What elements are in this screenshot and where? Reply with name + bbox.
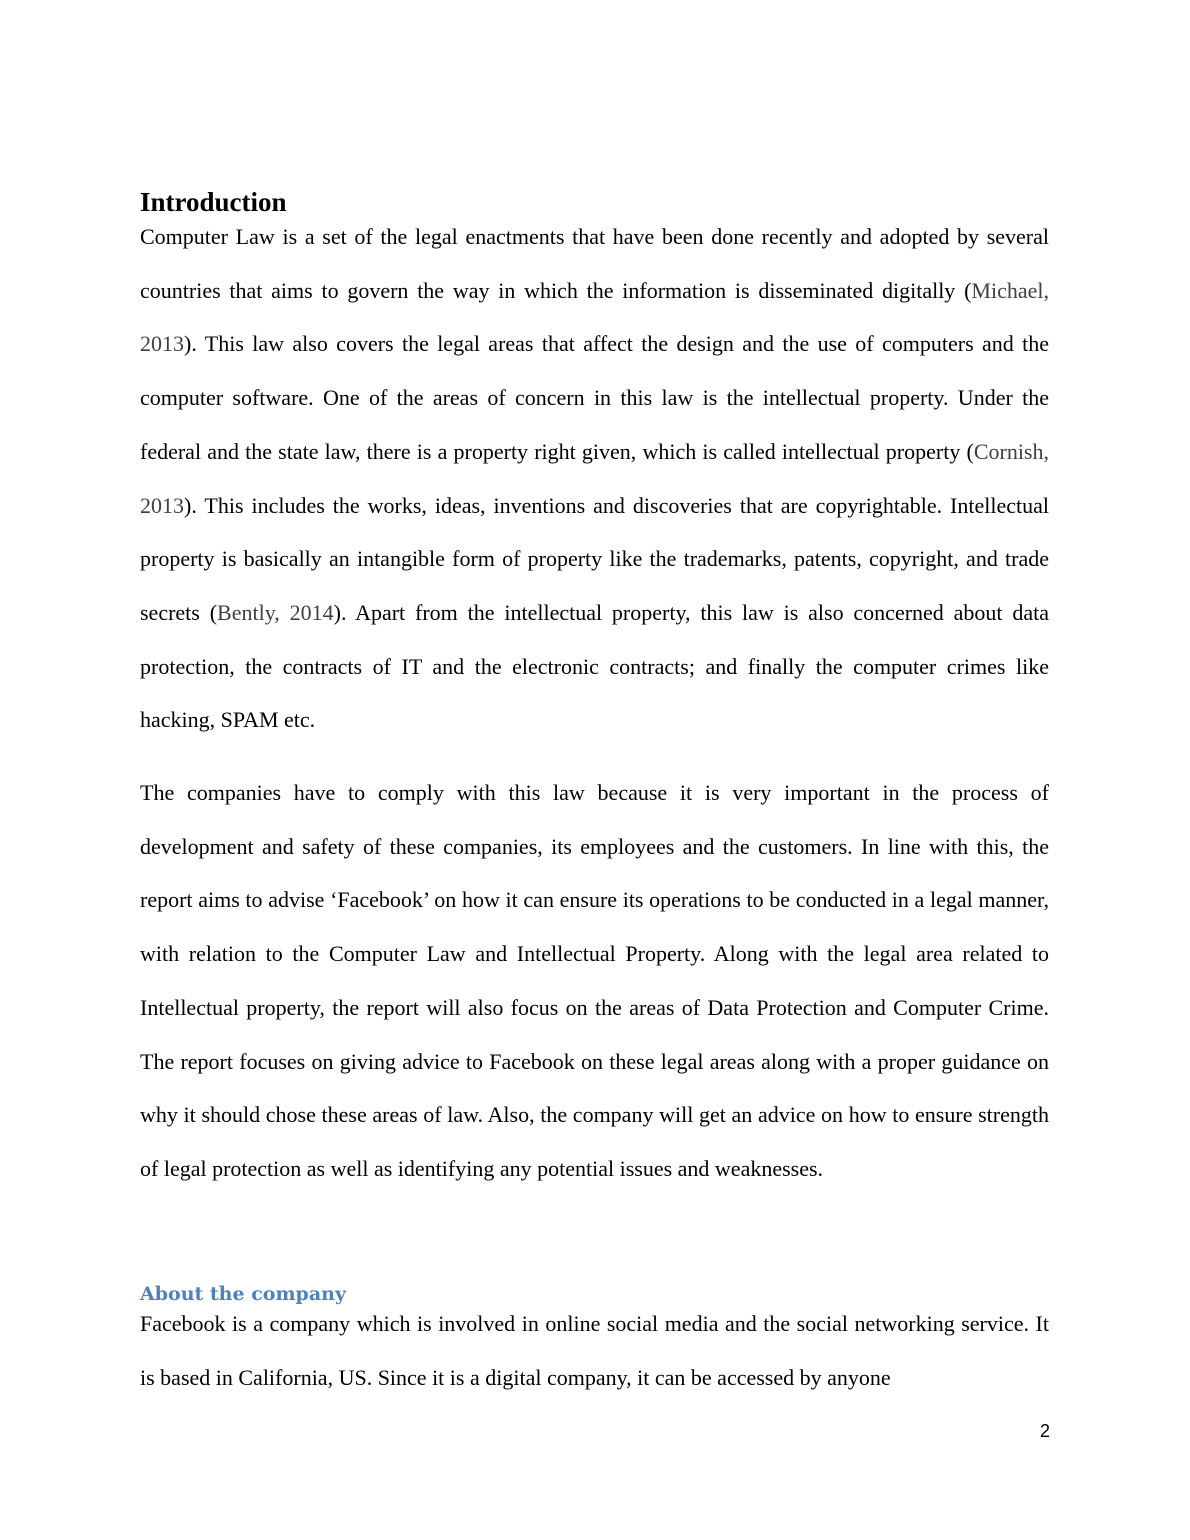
citation-michael: Michael, 2013 — [140, 277, 1049, 357]
page-number: 2 — [1039, 1421, 1050, 1441]
citation-cornish: Cornish, 2013 — [140, 438, 1049, 518]
citation-bently: Bently, 2014 — [217, 599, 334, 625]
introduction-paragraph-1 — [140, 210, 1049, 747]
paragraph-text: ). Apart from the intellectual property, this law is also concerned about data protection, the contracts of IT and the electronic contracts; and finally the computer crimes like hacking, SPAM etc. — [140, 599, 1050, 733]
introduction-paragraph-2: The companies have to comply with this law because it is very important in the process of development and safety of these companies, its employees and the customers. In line with this, the report aims to advise ‘Facebook’ on how it can ensure its operations to be conducted in a legal manner, with relation to the Computer Law and Intellectual Property. Along with the legal area related to Intellectual property, the report will also focus on the areas of Data Protection and Computer Crime. The report focuses on giving advice to Facebook on these legal areas along with a proper guidance on why it should chose these areas of law. Also, the company will get an advice on how to ensure strength of legal protection as well as identifying any potential issues and weaknesses. — [140, 780, 1049, 1181]
paragraph-text: ). This law also covers the legal areas that affect the design and the use of computers and the computer software. One of the areas of concern in this law is the intellectual property. Under the federal and the state law, there is a property right given, which is called intellectual property ( — [140, 331, 1049, 464]
paragraph-text: Computer Law is a set of the legal enactments that have been done recently and adopted by several countries that aims to govern the way in which the information is disseminated digitally ( — [140, 224, 1049, 303]
paragraph-text: ). This includes the works, ideas, inventions and discoveries that are copyrightable. Intellectual property is basically an intangible form of property like the trademarks, patents, copyright, and trade secrets ( — [140, 492, 1049, 625]
about-company-paragraph: Facebook is a company which is involved in online social media and the social networking service. It is based in California, US. Since it is a digital company, it can be accessed by anyone — [140, 1311, 1049, 1390]
about-company-heading: About the company — [140, 1283, 346, 1305]
introduction-heading: Introduction — [140, 187, 287, 217]
